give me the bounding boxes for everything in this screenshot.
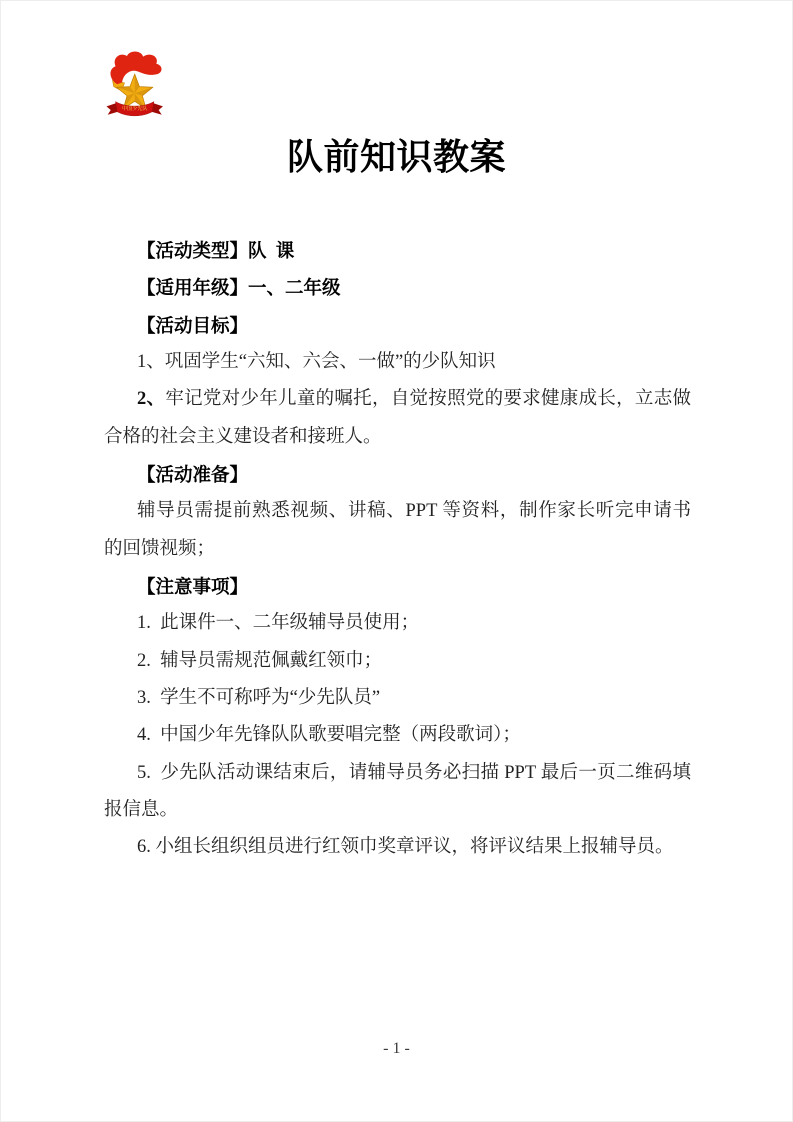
- heading-activity-type: 【活动类型】队 课: [137, 240, 295, 261]
- goal-item-2-text: 牢记党对少年儿童的嘱托，自觉按照党的要求健康成长，立志做合格的社会主义建设者和接班人。: [104, 389, 691, 447]
- heading-grade: 【适用年级】一、二年级: [137, 277, 341, 299]
- emblem-banner-text: 中国少先队: [121, 106, 148, 112]
- heading-goals: 【活动目标】: [137, 314, 249, 336]
- page-number: - 1 -: [383, 1040, 410, 1057]
- heading-preparation: 【活动准备】: [137, 463, 249, 485]
- goal-item-2: [104, 381, 691, 456]
- preparation-text: 辅导员需提前熟悉视频、讲稿、PPT 等资料，制作家长听完申请书的回馈视频；: [104, 501, 691, 559]
- heading-notes: 【注意事项】: [137, 575, 249, 597]
- page-title: 队前知识教案: [286, 137, 506, 177]
- note-item-2: 2. 辅导员需规范佩戴红领巾；: [137, 650, 383, 671]
- note-item-1: 1. 此课件一、二年级辅导员使用；: [137, 613, 420, 634]
- note-item-5: 5. 少先队活动课结束后，请辅导员务必扫描 PPT 最后一页二维码填报信息。: [104, 762, 691, 820]
- document-body: [104, 232, 691, 867]
- goal-item-1: 1、巩固学生“六知、六会、一做”的少队知识: [137, 351, 496, 372]
- young-pioneers-emblem-icon: [97, 50, 170, 122]
- goal-item-2-number: 2、: [137, 389, 166, 410]
- note-item-3: 3. 学生不可称呼为“少先队员”: [137, 687, 381, 708]
- note-item-4: 4. 中国少年先锋队队歌要唱完整（两段歌词）；: [137, 725, 521, 746]
- young-pioneers-emblem: [97, 50, 170, 122]
- note-item-6: 6. 小组长组织组员进行红领巾奖章评议，将评议结果上报辅导员。: [137, 837, 674, 858]
